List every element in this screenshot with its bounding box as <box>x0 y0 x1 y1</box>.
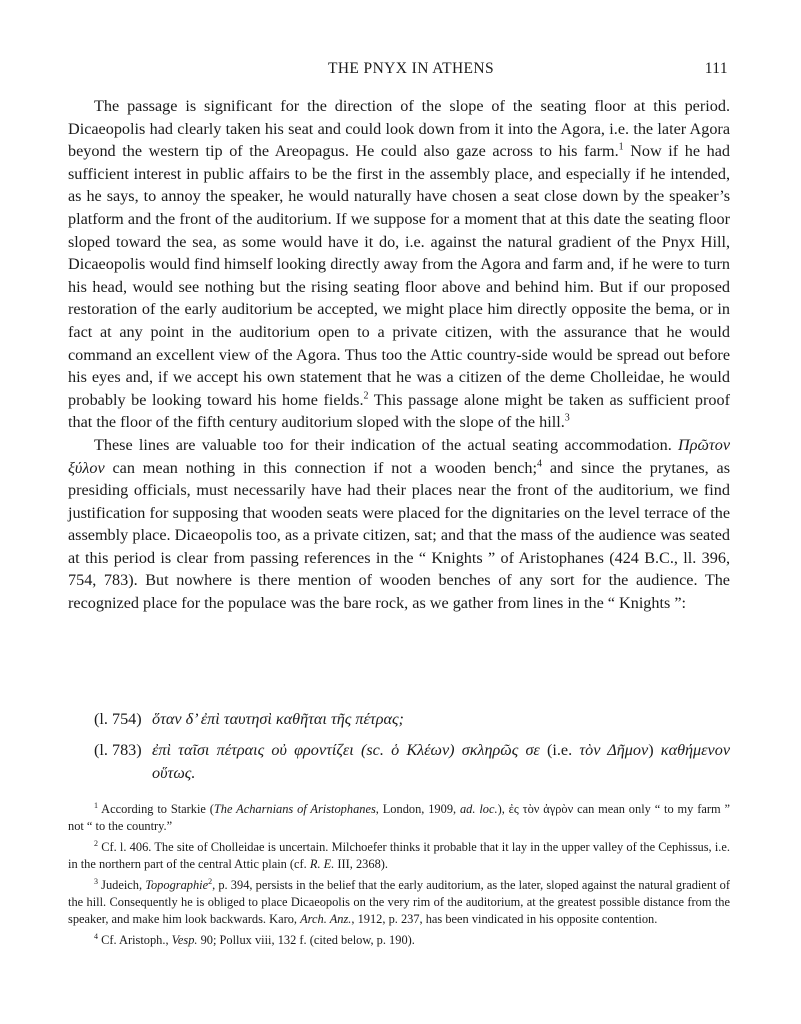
greek-quotation: ὅταν δ’ ἐπὶ ταυτησὶ καθῆται τῆς πέτρας; <box>152 710 404 728</box>
footnote-ref[interactable]: 1 <box>618 141 624 153</box>
footnote-text: ), ἐς τὸν ἀγρὸν can mean only “ to my farm ” not “ to the country.” <box>68 802 730 834</box>
paragraph-text: can mean nothing in this connection if not a wooden bench; <box>104 458 538 477</box>
footnote-ref[interactable]: 4 <box>537 458 543 470</box>
footnote-italic: ad. loc. <box>459 802 498 816</box>
footnote-text: Cf. l. 406. The site of Cholleidae is uncertain. Milchoefer thinks it probable that it lay in the upper valley of the Cephissus, i.e. in the northern part of the central Attic plain (cf. <box>68 839 730 872</box>
greek-text: καθήμενον οὕτως. <box>152 741 731 782</box>
footnote-text: , p. 394, persists in the belief that the early auditorium, as the later, sloped against the natural gradient of the hill. Consequently he is obliged to place Dicaeopolis on the very rim of the auditorium, at the greatest possible distance from the speaker, and make him look backwards. Karo, <box>68 877 730 927</box>
paragraph-slope <box>68 95 730 434</box>
footnote-text: 90; Pollux viii, 132 f. (cited below, p. 190). <box>197 932 415 947</box>
footnote-3 <box>68 877 730 929</box>
gloss-text: (i.e. <box>546 741 580 759</box>
edition-superscript: 2 <box>208 876 213 886</box>
running-head <box>94 60 728 82</box>
footnote-mark: 3 <box>94 876 98 886</box>
footnote-text: , 1912, p. 237, has been vindicated in his opposite contention. <box>351 912 658 927</box>
footnote-mark: 4 <box>94 931 98 941</box>
greek-phrase: Πρῶτον ξύλον <box>68 435 731 477</box>
page-number: 111 <box>704 60 728 77</box>
quotation-line-783 <box>94 739 730 785</box>
footnote-text: Judeich, <box>98 877 146 892</box>
footnote-1 <box>68 801 730 835</box>
paragraph-seating <box>68 434 730 615</box>
footnotes <box>68 801 730 953</box>
footnote-text: Cf. Aristoph., <box>98 932 172 947</box>
line-reference: (l. 783) <box>94 741 142 759</box>
paragraph-text: This passage alone might be taken as sufficient proof that the floor of the fifth century auditorium sloped with the slope of the hill. <box>68 390 730 432</box>
footnote-2 <box>68 839 730 873</box>
paragraph-text: The passage is significant for the direction of the slope of the seating floor at this period. Dicaeopolis had clearly taken his seat and could look down from it into the Agora, i.e. the later Agora beyond the western tip of the Areopagus. He could also gaze across to his farm. <box>68 97 730 161</box>
running-title: THE PNYX IN ATHENS <box>327 60 495 77</box>
work-title: Arch. Anz. <box>300 912 352 927</box>
footnote-text: , London, 1909, <box>375 802 460 816</box>
gloss-text: ) <box>648 741 661 759</box>
footnote-ref[interactable]: 3 <box>564 412 570 424</box>
quotations <box>94 708 730 793</box>
greek-text: ἐπὶ ταῖσι πέτραις οὐ φροντίζει (sc. ὁ Κλέων) σκληρῶς σε <box>152 741 547 759</box>
quotation-line-754 <box>94 708 730 731</box>
footnote-mark: 1 <box>94 800 98 810</box>
paragraph-text: and since the prytanes, as presiding officials, must necessarily have had their places near the front of the auditorium, we find justification for supposing that wooden seats were placed for the dignitaries on the level terrace of the assembly place. Dicaeopolis too, as a private citizen, sat; and that the mass of the audience was seated at this period is clear from passing references in the “ Knights ” of Aristophanes (424 B.C., ll. 396, 754, 783). But nowhere is there mention of wooden benches of any sort for the audience. The recognized place for the populace was the bare rock, as we gather from lines in the “ Knights ”: <box>68 458 731 613</box>
footnote-text: According to Starkie ( <box>98 802 214 816</box>
main-text <box>68 95 730 615</box>
work-title: R. E. <box>309 857 335 872</box>
paragraph-text: These lines are valuable too for their indication of the actual seating accommodation. <box>94 435 672 454</box>
work-title: Vesp. <box>171 932 198 947</box>
work-title: Topographie <box>145 877 209 892</box>
work-title: The Acharnians of Aristophanes <box>213 802 376 816</box>
line-reference: (l. 754) <box>94 710 142 728</box>
paragraph-text: Now if he had sufficient interest in public affairs to be the first in the assembly place, and especially if he intended, as he says, to annoy the speaker, he would naturally have chosen a seat close down by the speaker’s platform and the front of the auditorium. If we suppose for a moment that at this date the seating floor sloped toward the sea, as some would have it do, i.e. against the natural gradient of the Pnyx Hill, Dicaeopolis would find himself looking directly away from the Agora and farm and, if he were to turn his head, would see nothing but the rising seating floor above and behind him. But if our proposed restoration of the early auditorium be accepted, we might place him directly opposite the bema, or in fact at any point in the auditorium open to a private citizen, with the assurance that he would command an excellent view of the Agora. Thus too the Attic country-side would be spread out before his eyes and, if we accept his own statement that he was a citizen of the deme Cholleidae, he would probably be looking toward his home fields. <box>68 142 730 409</box>
greek-quotation <box>152 741 730 782</box>
footnote-text: III, 2368). <box>334 857 388 872</box>
footnote-mark: 2 <box>94 838 98 848</box>
footnote-4 <box>68 932 730 949</box>
footnote-ref[interactable]: 2 <box>363 390 369 402</box>
greek-text: τὸν Δῆμον <box>579 741 649 759</box>
